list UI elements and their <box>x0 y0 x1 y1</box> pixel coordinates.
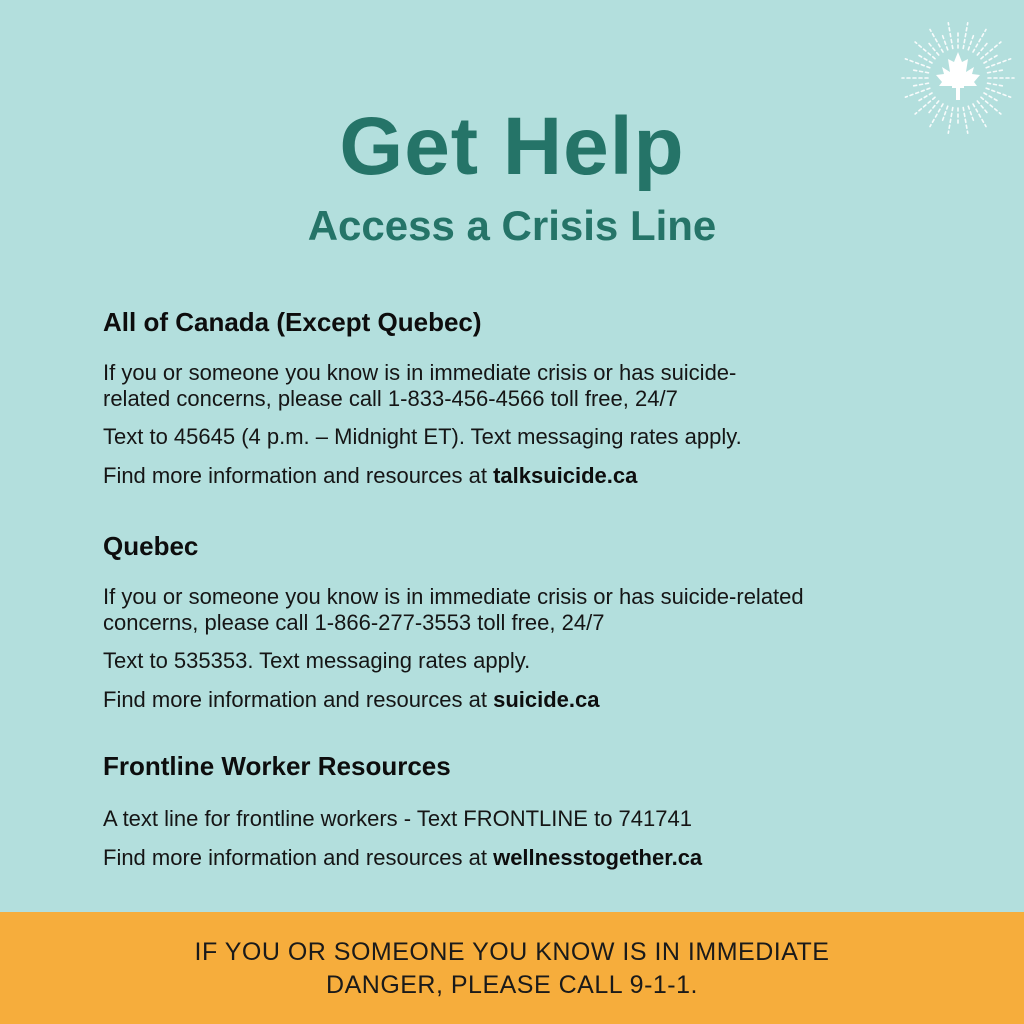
text-info: Text to 45645 (4 p.m. – Midnight ET). Text messaging rates apply. <box>103 424 742 449</box>
page-subtitle: Access a Crisis Line <box>307 202 717 249</box>
burst-ray <box>915 42 935 59</box>
emergency-message <box>0 936 1024 1002</box>
more-info <box>103 463 933 489</box>
burst-ray <box>973 30 986 53</box>
burst-ray <box>913 70 929 73</box>
section-heading: Quebec <box>103 531 199 561</box>
burst-ray <box>948 23 953 49</box>
call-line-1: If you or someone you know is in immediate crisis or has suicide- <box>103 360 737 385</box>
burst-ray <box>984 55 998 63</box>
burst-ray <box>984 93 998 101</box>
section-heading: Frontline Worker Resources <box>103 751 451 781</box>
more-info <box>103 845 933 871</box>
suicide-ca-link[interactable]: suicide.ca <box>493 687 600 712</box>
section-heading: All of Canada (Except Quebec) <box>103 307 482 337</box>
call-line-2: concerns, please call 1-866-277-3553 toll free, 24/7 <box>103 610 605 635</box>
page-title: Get Help <box>339 101 685 192</box>
emergency-line-1: IF YOU OR SOMEONE YOU KNOW IS IN IMMEDIATE <box>194 938 830 966</box>
section-quebec <box>103 530 933 713</box>
section-frontline <box>103 750 933 871</box>
call-line-2: related concerns, please call 1-833-456-4566 toll free, 24/7 <box>103 386 678 411</box>
burst-ray <box>928 43 938 55</box>
burst-ray <box>988 83 1004 86</box>
more-info-prefix: Find more information and resources at <box>103 463 494 488</box>
call-info <box>103 584 933 636</box>
burst-ray <box>988 70 1004 73</box>
talksuicide-link[interactable]: talksuicide.ca <box>493 463 638 488</box>
burst-ray <box>942 35 947 50</box>
burst-ray <box>913 83 929 86</box>
burst-ray <box>918 93 932 101</box>
text-info: Text to 535353. Text messaging rates apply. <box>103 648 531 673</box>
burst-ray <box>981 42 1001 59</box>
wellnesstogether-link[interactable]: wellnesstogether.ca <box>493 845 703 870</box>
burst-ray <box>918 55 932 63</box>
emergency-line-2: DANGER, PLEASE CALL 9-1-1. <box>326 971 698 999</box>
more-info-prefix: Find more information and resources at <box>103 845 494 870</box>
burst-ray <box>930 30 943 53</box>
more-info <box>103 687 933 713</box>
burst-ray <box>977 43 987 55</box>
burst-ray <box>963 23 968 49</box>
text-info: A text line for frontline workers - Text FRONTLINE to 741741 <box>103 806 692 831</box>
call-info <box>103 360 933 412</box>
section-canada <box>103 306 933 489</box>
more-info-prefix: Find more information and resources at <box>103 687 494 712</box>
burst-ray <box>968 35 973 50</box>
call-line-1: If you or someone you know is in immediate crisis or has suicide-related <box>103 584 804 609</box>
